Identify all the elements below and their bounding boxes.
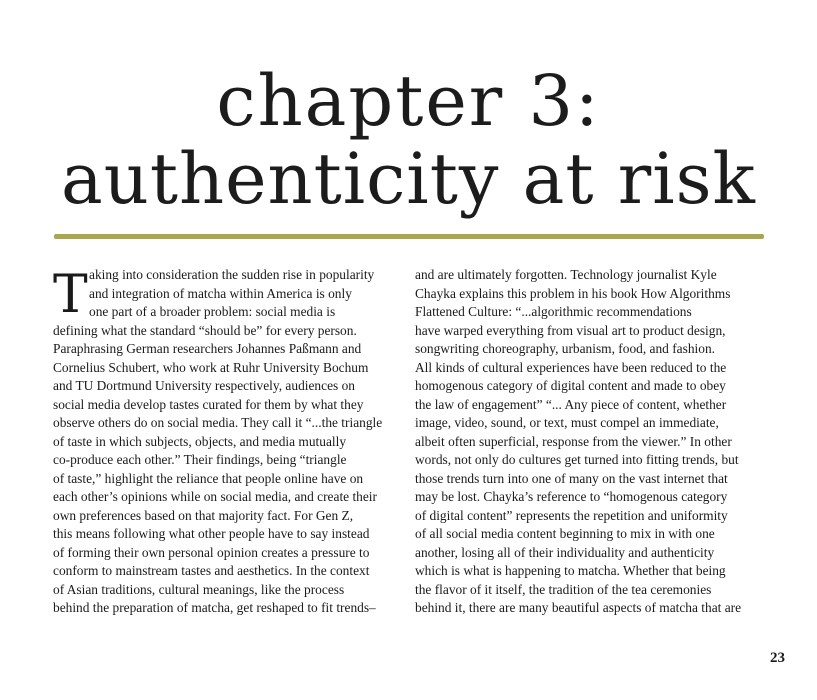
text-line: this means following what other people have to say instead [53, 526, 370, 541]
text-line: observe others do on social media. They call it “...the triangle [53, 415, 383, 430]
text-line: aking into consideration the sudden rise in popularity [89, 267, 375, 282]
text-line: homogenous category of digital content and made to obey [415, 378, 726, 393]
text-line: of all social media content beginning to mix in with one [415, 526, 715, 541]
text-line: Paraphrasing German researchers Johannes Paßmann and [53, 341, 362, 356]
text-line: Cornelius Schubert, who work at Ruhr University Bochum [53, 359, 369, 375]
text-line: of forming their own personal opinion creates a pressure to [53, 544, 370, 560]
text-line: words, not only do cultures get turned into fitting trends, but [415, 452, 739, 467]
text-line: have warped everything from visual art to product design, [415, 322, 726, 338]
text-line: albeit often superficial, response from the viewer.” In other [415, 433, 732, 449]
drop-cap: T [53, 265, 88, 325]
chapter-title-line-2: authenticity at risk [61, 138, 756, 220]
text-line: one part of a broader problem: social media is [89, 304, 336, 319]
text-line: conform to mainstream tastes and aesthetics. In the context [53, 563, 370, 578]
text-line: All kinds of cultural experiences have been reduced to the [415, 359, 727, 375]
text-line: the flavor of it itself, the tradition of the tea ceremonies [415, 581, 712, 597]
text-line: behind the preparation of matcha, get reshaped to fit trends– [53, 600, 376, 615]
text-line: Chayka explains this problem in his book How Algorithms [415, 285, 731, 301]
text-line: Flattened Culture: “...algorithmic recommendations [415, 304, 692, 319]
text-line: the law of engagement” “... Any piece of content, whether [415, 396, 727, 412]
text-line: defining what the standard “should be” for every person. [53, 322, 357, 338]
text-line: each other’s opinions while on social media, and create their [53, 489, 377, 504]
text-line: image, video, sound, or text, must compel an immediate, [415, 415, 719, 430]
text-line: social media develop tastes curated for them by what they [53, 396, 364, 412]
body-column-left [53, 266, 403, 618]
text-line: of taste,” highlight the reliance that people online have on [53, 470, 364, 486]
title-divider [54, 234, 764, 239]
chapter-title-line-1: chapter 3: [216, 60, 601, 142]
text-line: songwriting choreography, urbanism, food, and fashion. [415, 341, 715, 356]
text-line: of taste in which subjects, objects, and media mutually [53, 433, 347, 449]
text-line: those trends turn into one of many on the vast internet that [415, 470, 728, 486]
text-line: may be lost. Chayka’s reference to “homogenous category [415, 489, 728, 504]
text-line: and are ultimately forgotten. Technology journalist Kyle [415, 267, 717, 282]
text-line: own preferences based on that majority fact. For Gen Z, [53, 507, 354, 523]
text-line: of digital content” represents the repetition and uniformity [415, 507, 728, 523]
text-line: co-produce each other.” Their findings, being “triangle [53, 452, 347, 467]
text-line: which is what is happening to matcha. Whether that being [415, 563, 726, 578]
text-line: and TU Dortmund University respectively, audiences on [53, 378, 355, 393]
chapter-title [0, 62, 817, 218]
text-line: and integration of matcha within America is only [89, 285, 352, 301]
text-line: of Asian traditions, cultural meanings, like the process [53, 581, 345, 597]
body-column-right [415, 266, 765, 618]
text-line: another, losing all of their individuality and authenticity [415, 544, 715, 560]
page-number: 23 [770, 650, 785, 666]
text-line: behind it, there are many beautiful aspects of matcha that are [415, 600, 742, 615]
